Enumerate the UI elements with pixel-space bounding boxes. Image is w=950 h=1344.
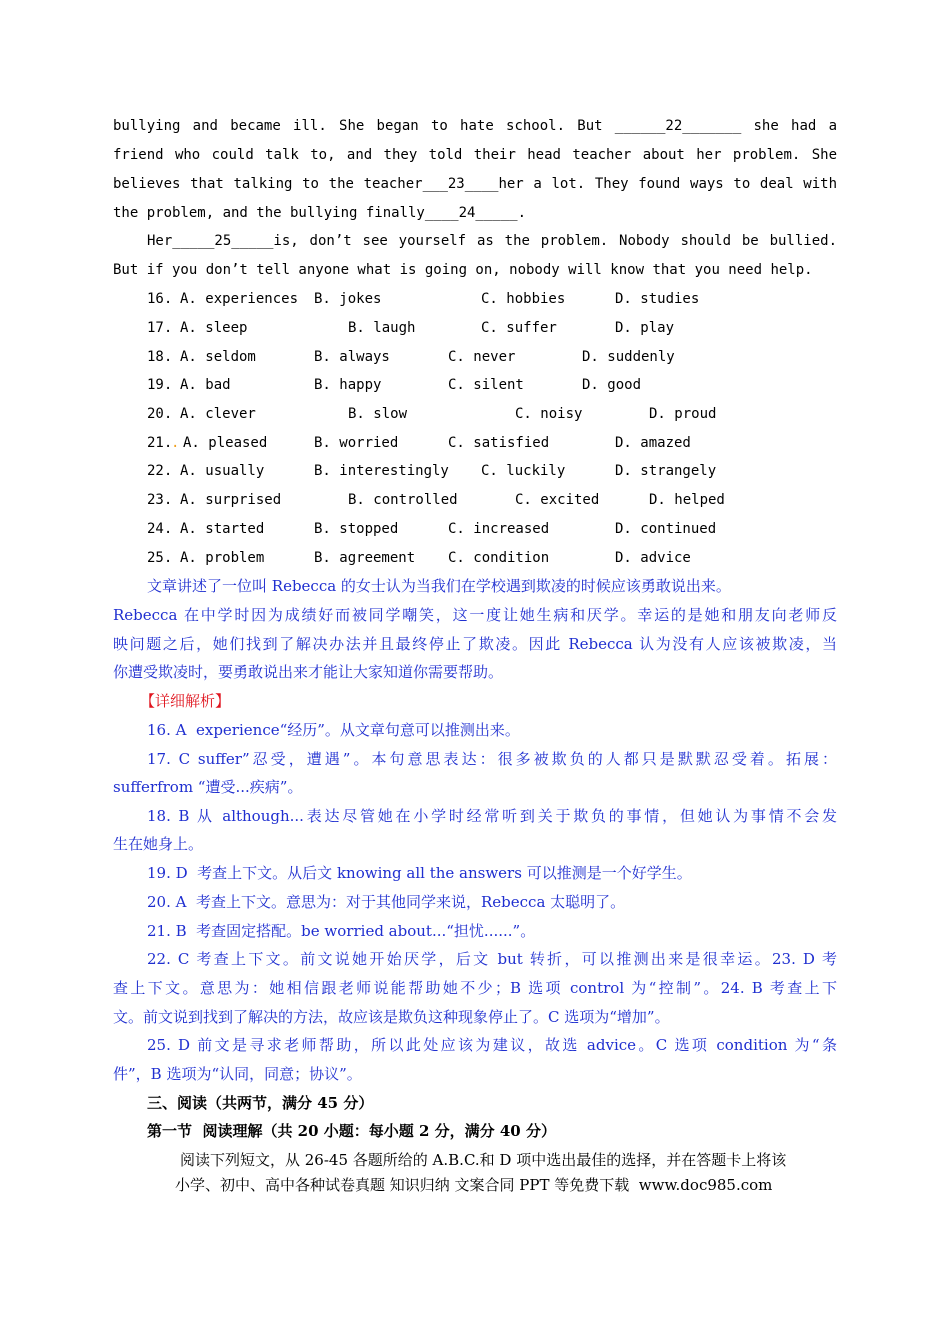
passage-line: believes that talking to the teacher___23____her a lot. They found ways to deal with (113, 176, 837, 192)
question-number: 16. (147, 291, 173, 307)
option-c: C. silent (448, 377, 524, 393)
option-a: A. clever (180, 406, 256, 422)
summary-line: Rebecca 在中学时因为成绩好而被同学嘲笑，这一度让她生病和厌学。幸运的是她和朋友向老师反 (113, 606, 837, 624)
question-number: 20. (147, 406, 173, 422)
option-d: D. studies (615, 291, 700, 307)
option-d: D. good (582, 377, 642, 393)
option-b: B. always (314, 349, 390, 365)
option-b: B. jokes (314, 291, 382, 307)
summary-line: 你遭受欺凌时，要勇敢说出来才能让大家知道你需要帮助。 (113, 663, 504, 681)
analysis-line: 件”，B 选项为“认同，同意；协议”。 (113, 1065, 362, 1083)
orange-dot: . (171, 435, 180, 451)
analysis-line: 18. B 从 although...表达尽管她在小学时经常听到关于欺负的事情，但她认为事情不会发 (147, 807, 837, 825)
option-d: D. strangely (615, 463, 717, 479)
option-a: A. experiences (180, 291, 299, 307)
analysis-line: 17. C suffer”忍受，遭遇”。本句意思表达：很多被欺负的人都只是默默忍受着。拓展： (147, 750, 837, 768)
option-c: C. increased (448, 521, 550, 537)
option-b: B. laugh (348, 320, 416, 336)
option-b: B. interestingly (314, 463, 449, 479)
option-b: B. stopped (314, 521, 399, 537)
analysis-line: 19. D 考查上下文。从后文 knowing all the answers 可以推测是一个好学生。 (147, 864, 692, 882)
option-a: A. usually (180, 463, 265, 479)
option-d: D. proud (649, 406, 717, 422)
option-b: B. slow (348, 406, 408, 422)
analysis-line: 生在她身上。 (113, 835, 204, 853)
analysis-line: sufferfrom “遭受...疾病”。 (113, 778, 303, 796)
option-c: C. hobbies (481, 291, 566, 307)
option-d: D. advice (615, 550, 691, 566)
option-b: B. controlled (348, 492, 458, 508)
option-b: B. agreement (314, 550, 416, 566)
question-number: 17. (147, 320, 173, 336)
option-c: C. suffer (481, 320, 557, 336)
question-number: 23. (147, 492, 173, 508)
passage-line: But if you don’t tell anyone what is going on, nobody will know that you need help. (113, 262, 813, 278)
option-d: D. suddenly (582, 349, 675, 365)
option-a: A. started (180, 521, 265, 537)
option-b: B. happy (314, 377, 382, 393)
option-c: C. luckily (481, 463, 566, 479)
option-a: A. sleep (180, 320, 248, 336)
analysis-line: 16. A experience“经历”。从文章句意可以推测出来。 (147, 721, 520, 739)
subsection-heading: 第一节 阅读理解（共 20 小题：每小题 2 分，满分 40 分） (147, 1122, 556, 1140)
option-a: A. bad (180, 377, 231, 393)
question-number: 22. (147, 463, 173, 479)
question-number: 21. (147, 435, 173, 451)
option-c: C. never (448, 349, 516, 365)
summary-line: 映问题之后，她们找到了解决办法并且最终停止了欺凌。因此 Rebecca 认为没有人应该被欺凌，当 (113, 635, 837, 653)
option-c: C. excited (515, 492, 600, 508)
analysis-line: 21. B 考查固定搭配。be worried about...“担忧......”。 (147, 922, 536, 940)
option-a: A. surprised (180, 492, 282, 508)
footer-watermark: 小学、初中、高中各种试卷真题 知识归纳 文案合同 PPT 等免费下载 www.doc985.com (175, 1176, 773, 1194)
option-c: C. satisfied (448, 435, 550, 451)
analysis-line: 22. C 考查上下文。前文说她开始厌学，后文 but 转折，可以推测出来是很幸运。23. D 考 (147, 950, 837, 968)
analysis-heading: 【详细解析】 (140, 692, 231, 710)
question-number: 18. (147, 349, 173, 365)
question-number: 25. (147, 550, 173, 566)
question-number: 24. (147, 521, 173, 537)
passage-line: friend who could talk to, and they told their head teacher about her problem. She (113, 147, 837, 163)
option-d: D. continued (615, 521, 717, 537)
passage-line: bullying and became ill. She began to hate school. But ______22_______ she had a (113, 118, 837, 134)
option-c: C. condition (448, 550, 550, 566)
instruction-line: 阅读下列短文，从 26-45 各题所给的 A.B.C.和 D 项中选出最佳的选择，并在答题卡上将该 (180, 1151, 787, 1169)
passage-line: Her_____25_____is, don’t see yourself as the problem. Nobody should be bullied. (147, 233, 837, 249)
question-number: 19. (147, 377, 173, 393)
option-c: C. noisy (515, 406, 583, 422)
option-b: B. worried (314, 435, 399, 451)
section-heading: 三、阅读（共两节，满分 45 分） (147, 1094, 374, 1112)
analysis-line: 20. A 考查上下文。意思为：对于其他同学来说，Rebecca 太聪明了。 (147, 893, 626, 911)
analysis-line: 25. D 前文是寻求老师帮助，所以此处应该为建议，故选 advice。C 选项 condition 为“条 (147, 1036, 837, 1054)
analysis-line: 查上下文。意思为：她相信跟老师说能帮助她不少；B 选项 control 为“控制”。24. B 考查上下 (113, 979, 837, 997)
passage-line: the problem, and the bullying finally____24_____. (113, 205, 527, 221)
option-a: A. seldom (180, 349, 256, 365)
option-d: D. play (615, 320, 675, 336)
summary-line: 文章讲述了一位叫 Rebecca 的女士认为当我们在学校遇到欺凌的时候应该勇敢说出来。 (147, 577, 731, 595)
option-d: D. amazed (615, 435, 691, 451)
option-a: A. problem (180, 550, 265, 566)
option-d: D. helped (649, 492, 725, 508)
option-a: A. pleased (183, 435, 268, 451)
analysis-line: 文。前文说到找到了解决的方法，故应该是欺负这种现象停止了。C 选项为“增加”。 (113, 1008, 670, 1026)
